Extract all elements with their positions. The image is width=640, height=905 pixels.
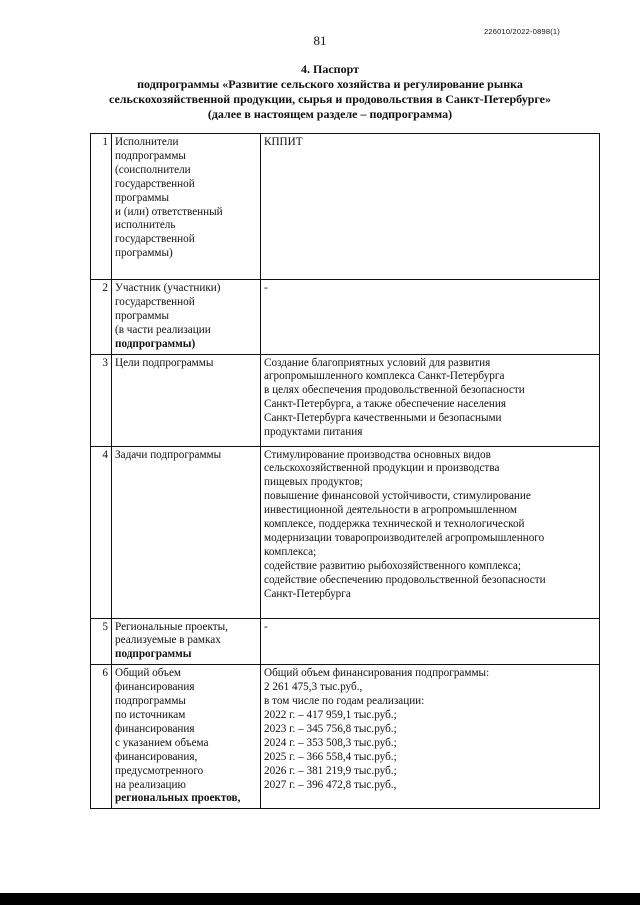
row-value-line: инвестиционной деятельности в агропромышленном: [264, 504, 518, 517]
row-label-line: программы: [115, 191, 169, 204]
row-value-line: Санкт-Петербурга качественными и безопасными: [264, 412, 502, 425]
row-label-line: предусмотренного: [115, 764, 204, 777]
row-label-line: (в части реализации: [115, 323, 211, 336]
heading-line-3: сельскохозяйственной продукции, сырья и продовольствия в Санкт-Петербурге»: [109, 92, 551, 106]
row-value-line: комплексе, поддержка технической и технологической: [264, 518, 525, 531]
row-number: 6: [91, 665, 112, 809]
row-label-cell: [112, 665, 261, 809]
row-value-cell: [261, 446, 600, 618]
passport-heading: [60, 62, 600, 122]
row-label-line: по источникам: [115, 708, 186, 721]
row-value-line: Стимулирование производства основных видов: [264, 448, 491, 461]
row-value-line: -: [264, 620, 268, 633]
row-label-line: (соисполнители: [115, 163, 191, 176]
row-label-cell: [112, 618, 261, 665]
row-value-cell: [261, 354, 600, 446]
row-value-line: сельскохозяйственной продукции и производства: [264, 462, 500, 475]
row-label-line: Участник (участники): [115, 282, 221, 294]
scan-bottom-edge: [0, 893, 640, 905]
passport-row-6: [91, 665, 600, 809]
row-label-line: на реализацию: [115, 778, 186, 791]
heading-line-1: 4. Паспорт: [301, 62, 359, 76]
row-label-bold-line: подпрограммы): [115, 337, 196, 350]
passport-row-2: [91, 280, 600, 355]
row-label-line: Цели подпрограммы: [115, 356, 214, 369]
row-label-bold-line: подпрограммы: [115, 648, 192, 661]
row-value-line: содействие обеспечению продовольственной безопасности: [264, 573, 546, 586]
row-label-line: подпрограммы: [115, 695, 186, 708]
row-value-line: Санкт-Петербурга: [264, 587, 351, 600]
row-number: 4: [91, 446, 112, 618]
row-value-line: 2027 г. – 396 472,8 тыс.руб.,: [264, 778, 397, 791]
passport-table: [90, 133, 600, 809]
row-label-line: с указанием объема: [115, 736, 209, 749]
row-label-line: Общий объем: [115, 667, 181, 680]
passport-row-1: [91, 134, 600, 280]
row-value-cell: [261, 665, 600, 809]
row-label-line: финансирования,: [115, 750, 198, 763]
row-label-line: финансирования: [115, 722, 195, 735]
row-value-cell: [261, 280, 600, 355]
passport-row-3: [91, 354, 600, 446]
row-value-line: -: [264, 282, 268, 294]
row-label-bold-line: региональных проектов,: [115, 792, 241, 805]
row-value-line: 2024 г. – 353 508,3 тыс.руб.;: [264, 736, 397, 749]
row-label-line: государственной: [115, 177, 195, 190]
document-id: 226010/2022-0898(1): [484, 27, 560, 36]
heading-line-2: подпрограммы «Развитие сельского хозяйства и регулирование рынка: [137, 77, 523, 91]
row-label-line: программы): [115, 247, 173, 260]
passport-row-5: [91, 618, 600, 665]
row-value-line: повышение финансовой устойчивости, стимулирование: [264, 490, 531, 503]
row-label-line: реализуемые в рамках: [115, 634, 221, 647]
row-value-line: 2022 г. – 417 959,1 тыс.руб.;: [264, 708, 397, 721]
heading-line-4: (далее в настоящем разделе – подпрограмма): [207, 107, 453, 121]
row-value-line: в том числе по годам реализации:: [264, 695, 425, 708]
row-label-line: исполнитель: [115, 219, 176, 232]
row-value-line: 2025 г. – 366 558,4 тыс.руб.;: [264, 750, 397, 763]
row-value-line: Создание благоприятных условий для развития: [264, 356, 491, 369]
row-number: 2: [91, 280, 112, 355]
row-value-line: агропромышленного комплекса Санкт-Петербурга: [264, 370, 505, 383]
row-number: 1: [91, 134, 112, 280]
row-label-line: и (или) ответственный: [115, 205, 223, 218]
row-value-line: Общий объем финансирования подпрограммы:: [264, 667, 490, 680]
row-label-cell: [112, 134, 261, 280]
row-label-line: финансирования: [115, 681, 195, 694]
passport-row-4: [91, 446, 600, 618]
row-value-line: КППИТ: [264, 136, 303, 148]
row-label-line: программы: [115, 309, 169, 322]
row-value-line: модернизации товаропроизводителей агропромышленного: [264, 531, 545, 544]
page-number: 81: [313, 33, 327, 48]
row-number: 5: [91, 618, 112, 665]
row-value-line: содействие развитию рыбохозяйственного комплекса;: [264, 559, 521, 572]
row-label-line: Задачи подпрограммы: [115, 448, 222, 461]
row-label-cell: [112, 446, 261, 618]
row-value-line: Санкт-Петербурга, а также обеспечение населения: [264, 398, 506, 411]
row-value-line: комплекса;: [264, 545, 317, 558]
row-value-line: 2026 г. – 381 219,9 тыс.руб.;: [264, 764, 397, 777]
row-number: 3: [91, 354, 112, 446]
row-value-cell: [261, 134, 600, 280]
row-label-line: государственной: [115, 233, 195, 246]
row-label-line: подпрограммы: [115, 149, 186, 162]
row-label-cell: [112, 354, 261, 446]
row-label-line: государственной: [115, 295, 195, 308]
row-value-line: в целях обеспечения продовольственной безопасности: [264, 384, 525, 397]
passport-table-body: [91, 134, 600, 809]
row-value-line: 2023 г. – 345 756,8 тыс.руб.;: [264, 722, 397, 735]
row-value-line: пищевых продуктов;: [264, 476, 363, 489]
row-value-line: продуктами питания: [264, 426, 363, 439]
row-value-cell: [261, 618, 600, 665]
row-label-line: Региональные проекты,: [115, 620, 228, 633]
row-value-line: 2 261 475,3 тыс.руб.,: [264, 681, 363, 694]
row-label-cell: [112, 280, 261, 355]
row-label-line: Исполнители: [115, 136, 179, 148]
